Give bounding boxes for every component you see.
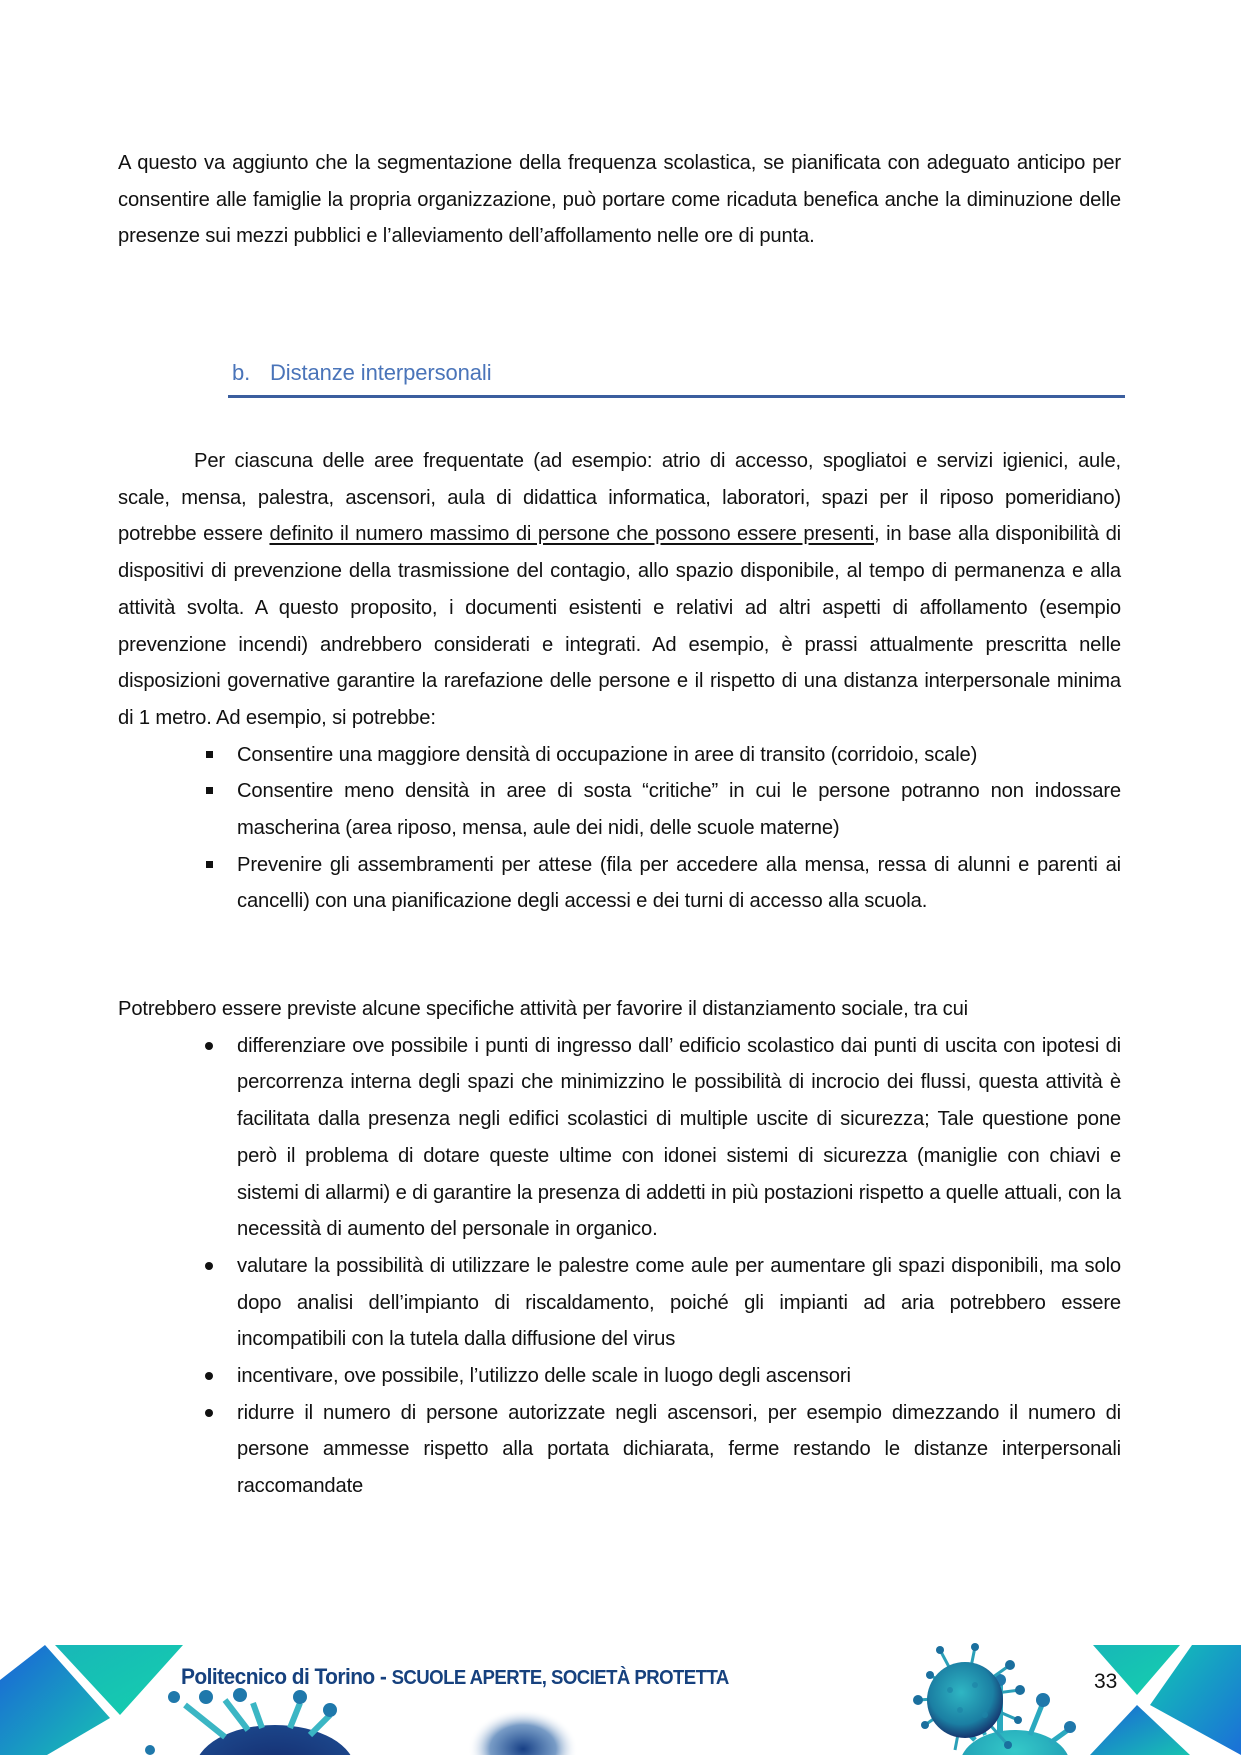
footer-title-sub: SCUOLE APERTE, SOCIETÀ PROTETTA bbox=[391, 1667, 729, 1689]
activities-intro: Potrebbero essere previste alcune specifiche attività per favorire il distanziamento sociale, tra cui bbox=[118, 998, 968, 1020]
list-item-text: ridurre il numero di persone autorizzate negli ascensori, per esempio dimezzando il numero di persone ammesse rispetto alla portata dichiarata, ferme restando le distanze interpersonali raccomandate bbox=[237, 1401, 1121, 1498]
areas-paragraph-text bbox=[118, 443, 1121, 737]
list-item bbox=[118, 737, 1121, 774]
list-item-text: Consentire una maggiore densità di occupazione in aree di transito (corridoio, scale) bbox=[237, 743, 978, 766]
areas-underlined-text: definito il numero massimo di persone che possono essere presenti bbox=[269, 523, 874, 546]
list-item bbox=[118, 1358, 1121, 1395]
intro-paragraph-text: A questo va aggiunto che la segmentazione della frequenza scolastica, se pianificata con adeguato anticipo per consentire alle famiglie la propria organizzazione, può portare come ricaduta benefica anche la diminuzione delle presenze sui mezzi pubblici e l’alleviamento dell’affollamento nelle ore di punta. bbox=[118, 152, 1121, 248]
section-heading-rule bbox=[228, 395, 1125, 398]
intro-paragraph bbox=[118, 145, 1121, 255]
page-number: 33 bbox=[1094, 1670, 1118, 1693]
list-item-text: differenziare ove possibile i punti di ingresso dall’ edificio scolastico dai punti di uscita con ipotesi di percorrenza interna degli spazi che minimizzino le possibilità di incrocio dei flussi, questa attività è facilitata dalla presenza negli edifici scolastici di multiple uscite di sicurezza; Tale questione pone però il problema di dotare queste ultime con idonei sistemi di sicurezza (maniglie con chiavi e sistemi di allarmi) e di garantire la presenza di addetti in più postazioni rispetto a quelle attuali, con la necessità di aumento del personale in organico. bbox=[237, 1034, 1121, 1241]
list-item bbox=[118, 847, 1121, 920]
list-item bbox=[118, 1248, 1121, 1358]
activities-section bbox=[118, 991, 1121, 1505]
footer-title-main: Politecnico di Torino - bbox=[181, 1664, 392, 1689]
list-item-text: Prevenire gli assembramenti per attese (fila per accedere alla mensa, ressa di alunni e parenti ai cancelli) con una pianificazione degli accessi e dei turni di accesso alla scuola. bbox=[237, 853, 1121, 913]
round-bullet-list bbox=[118, 1028, 1121, 1505]
section-title: Distanze interpersonali bbox=[270, 360, 492, 385]
square-bullet-list bbox=[118, 737, 1121, 921]
areas-text-part-2: , in base alla disponibilità di dispositivi di prevenzione della trasmissione del contagio, allo spazio disponibile, al tempo di permanenza e alla attività svolta. A questo proposito, i documenti esistenti e relativi ad altri aspetti di affollamento (esempio prevenzione incendi) andrebbero considerati e integrati. Ad esempio, è prassi attualmente prescritta nelle disposizioni governative garantire la rarefazione delle persone e il rispetto di una distanza interpersonale minima di 1 metro. Ad esempio, si potrebbe: bbox=[118, 523, 1121, 729]
list-item-text: incentivare, ove possibile, l’utilizzo delle scale in luogo degli ascensori bbox=[237, 1365, 851, 1388]
section-heading bbox=[232, 358, 491, 388]
list-item bbox=[118, 773, 1121, 846]
footer-title bbox=[181, 1664, 729, 1690]
areas-text-part-1: Per ciascuna delle aree frequentate (ad esempio: atrio di accesso, spogliatoi e servizi igienici, aule, scale, mensa, palestra, ascensori, aula di didattica informatica, laboratori, spazi per il riposo pomeridiano) potrebbe essere bbox=[118, 450, 1121, 546]
areas-paragraph bbox=[118, 443, 1121, 920]
list-item-text: valutare la possibilità di utilizzare le palestre come aule per aumentare gli spazi disponibili, ma solo dopo analisi dell’impianto di riscaldamento, poiché gli impianti ad aria potrebbero essere incompatibili con la tutela dalla diffusione del virus bbox=[237, 1254, 1121, 1351]
footer-decor-icon bbox=[0, 1625, 1241, 1755]
list-item bbox=[118, 1395, 1121, 1505]
section-number: b. bbox=[232, 360, 251, 385]
list-item-text: Consentire meno densità in aree di sosta “critiche” in cui le persone potranno non indossare mascherina (area riposo, mensa, aule dei nidi, delle scuole materne) bbox=[237, 780, 1121, 840]
page-footer bbox=[0, 1625, 1241, 1755]
list-item bbox=[118, 1028, 1121, 1248]
